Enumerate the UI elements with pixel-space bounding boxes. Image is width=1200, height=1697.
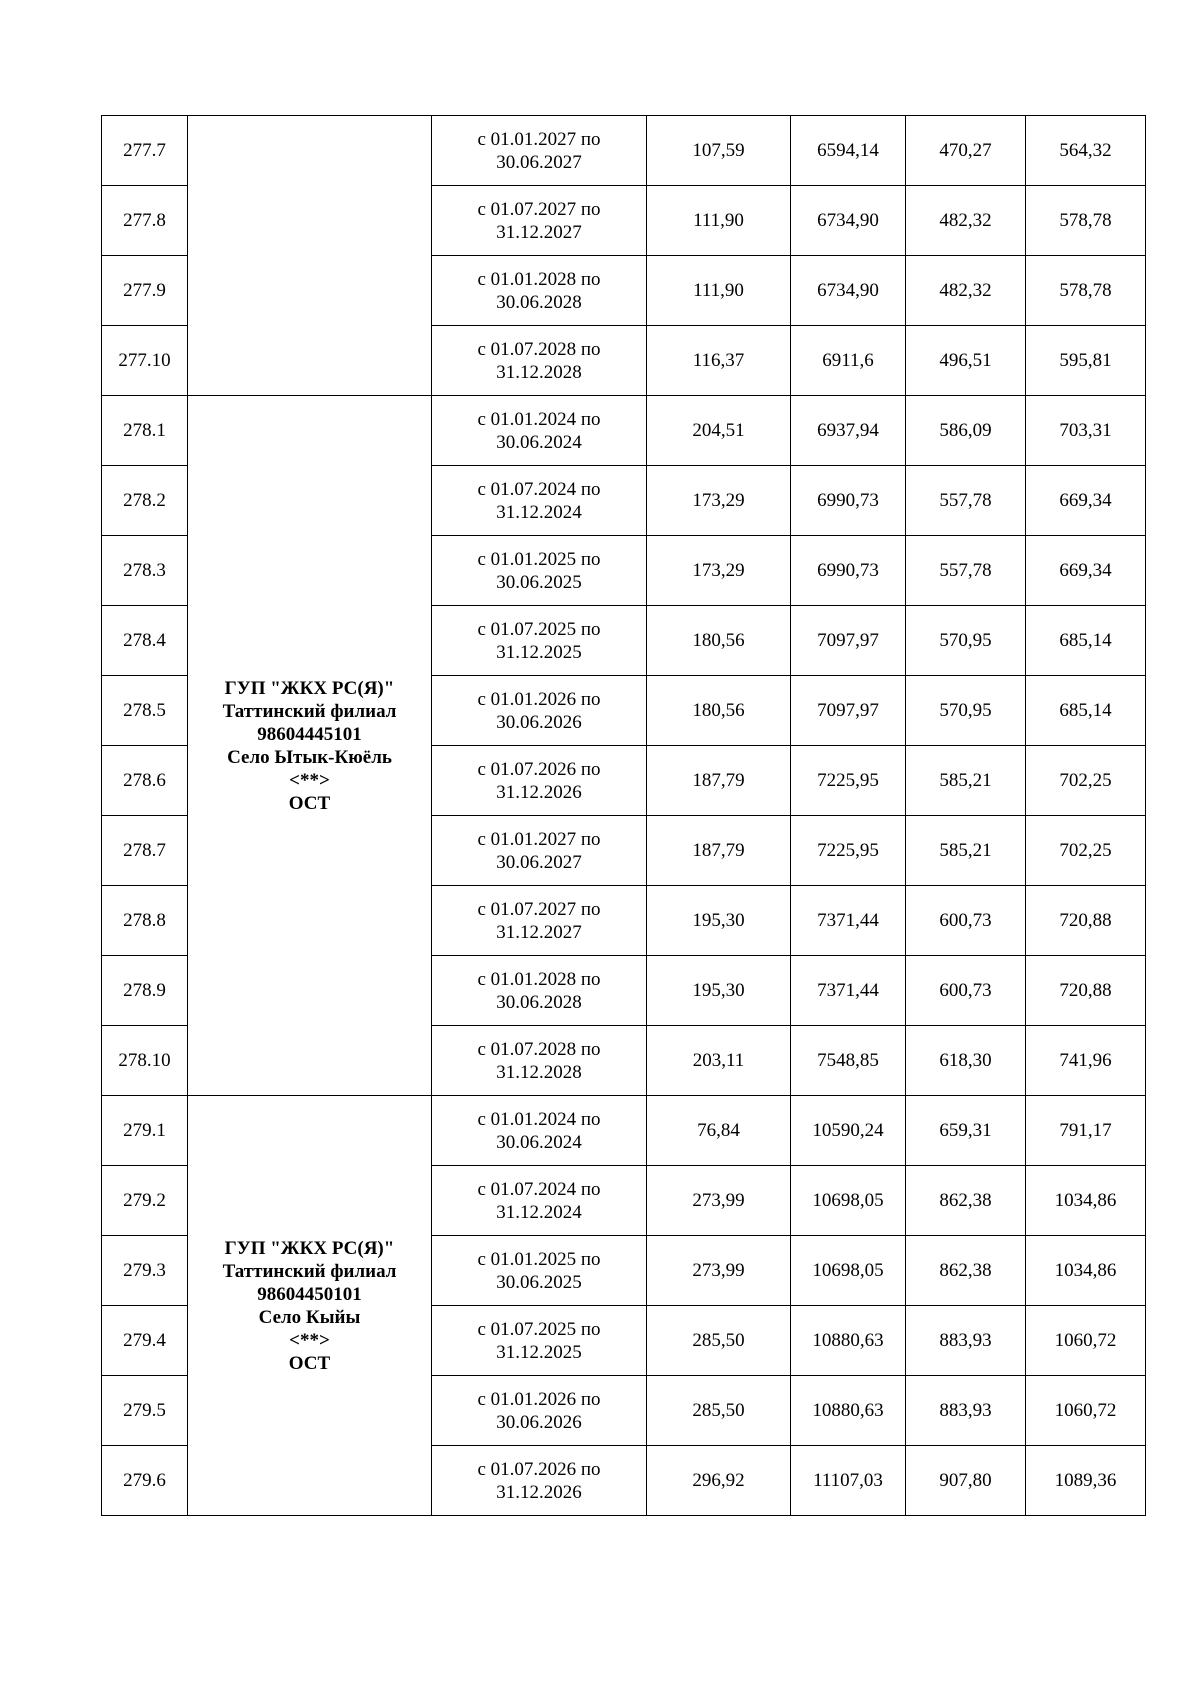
row-number-cell: 278.9 [102,956,188,1026]
row-number-cell: 277.9 [102,256,188,326]
period-line: 30.06.2025 [496,1271,582,1293]
value-cell-2: 10698,05 [791,1166,906,1236]
value-cell-4: 578,78 [1026,186,1146,256]
organization-line: ГУП "ЖКХ РС(Я)" [224,677,395,699]
period-line: с 01.01.2027 по [477,828,601,850]
value-cell-2: 6594,14 [791,116,906,186]
value-cell-2: 10880,63 [791,1306,906,1376]
period-cell [432,746,647,816]
value-cell-2: 10880,63 [791,1376,906,1446]
table-row [102,396,1146,466]
value-cell-1: 296,92 [647,1446,791,1516]
value-cell-2: 7097,97 [791,606,906,676]
value-cell-4: 1034,86 [1026,1236,1146,1306]
organization-line: 98604450101 [257,1283,362,1305]
row-number-cell: 278.2 [102,466,188,536]
organization-line: Таттинский филиал [222,1260,397,1282]
value-cell-3: 570,95 [906,606,1026,676]
value-cell-2: 10590,24 [791,1096,906,1166]
value-cell-1: 204,51 [647,396,791,466]
value-cell-1: 173,29 [647,536,791,606]
value-cell-4: 1060,72 [1026,1306,1146,1376]
value-cell-4: 595,81 [1026,326,1146,396]
period-line: с 01.07.2025 по [477,1318,601,1340]
period-line: с 01.01.2026 по [477,688,601,710]
value-cell-2: 6734,90 [791,256,906,326]
value-cell-3: 600,73 [906,956,1026,1026]
period-cell [432,1306,647,1376]
period-line: с 01.01.2027 по [477,128,601,150]
period-cell [432,1026,647,1096]
row-number-cell: 279.6 [102,1446,188,1516]
period-cell [432,1166,647,1236]
period-line: с 01.01.2028 по [477,968,601,990]
value-cell-1: 180,56 [647,676,791,746]
row-number-cell: 278.1 [102,396,188,466]
organization-line: ОСТ [288,792,331,814]
period-line: 30.06.2026 [496,711,582,733]
value-cell-3: 557,78 [906,466,1026,536]
value-cell-3: 496,51 [906,326,1026,396]
row-number-cell: 279.3 [102,1236,188,1306]
value-cell-4: 720,88 [1026,956,1146,1026]
value-cell-1: 203,11 [647,1026,791,1096]
period-line: с 01.07.2028 по [477,338,601,360]
period-cell [432,256,647,326]
value-cell-4: 1060,72 [1026,1376,1146,1446]
period-line: 30.06.2028 [496,991,582,1013]
period-line: с 01.07.2026 по [477,1458,601,1480]
organization-line: ГУП "ЖКХ РС(Я)" [224,1237,395,1259]
period-cell [432,676,647,746]
period-cell [432,1236,647,1306]
period-line: 31.12.2026 [496,781,582,803]
value-cell-4: 669,34 [1026,536,1146,606]
row-number-cell: 279.1 [102,1096,188,1166]
value-cell-2: 7371,44 [791,956,906,1026]
period-cell [432,1096,647,1166]
value-cell-4: 685,14 [1026,676,1146,746]
period-cell [432,956,647,1026]
value-cell-4: 564,32 [1026,116,1146,186]
period-cell [432,886,647,956]
value-cell-4: 720,88 [1026,886,1146,956]
value-cell-3: 862,38 [906,1166,1026,1236]
period-line: с 01.07.2027 по [477,198,601,220]
period-cell [432,396,647,466]
organization-line: 98604445101 [257,723,362,745]
period-line: 30.06.2028 [496,291,582,313]
row-number-cell: 278.8 [102,886,188,956]
value-cell-1: 285,50 [647,1306,791,1376]
value-cell-1: 195,30 [647,956,791,1026]
value-cell-1: 195,30 [647,886,791,956]
value-cell-3: 618,30 [906,1026,1026,1096]
period-line: 31.12.2025 [496,1341,582,1363]
value-cell-1: 187,79 [647,746,791,816]
row-number-cell: 278.3 [102,536,188,606]
value-cell-3: 659,31 [906,1096,1026,1166]
value-cell-3: 557,78 [906,536,1026,606]
period-line: с 01.07.2025 по [477,618,601,640]
organization-line: <**> [289,769,330,791]
value-cell-2: 7097,97 [791,676,906,746]
value-cell-1: 76,84 [647,1096,791,1166]
organization-cell [188,396,432,1096]
value-cell-4: 669,34 [1026,466,1146,536]
table-body [102,116,1146,1516]
period-line: 30.06.2024 [496,1131,582,1153]
value-cell-1: 173,29 [647,466,791,536]
period-line: 31.12.2025 [496,641,582,663]
organization-line: Таттинский филиал [222,700,397,722]
value-cell-2: 6990,73 [791,466,906,536]
period-cell [432,1446,647,1516]
value-cell-4: 791,17 [1026,1096,1146,1166]
period-line: с 01.01.2026 по [477,1388,601,1410]
tariff-table [101,115,1146,1516]
value-cell-3: 600,73 [906,886,1026,956]
row-number-cell: 278.6 [102,746,188,816]
row-number-cell: 278.4 [102,606,188,676]
period-cell [432,816,647,886]
period-cell [432,1376,647,1446]
period-cell [432,466,647,536]
value-cell-3: 585,21 [906,816,1026,886]
value-cell-2: 10698,05 [791,1236,906,1306]
table-row [102,116,1146,186]
organization-line: Село Ытык-Кюёль [227,746,392,768]
value-cell-4: 702,25 [1026,746,1146,816]
period-line: 31.12.2026 [496,1481,582,1503]
row-number-cell: 278.10 [102,1026,188,1096]
value-cell-3: 570,95 [906,676,1026,746]
value-cell-4: 1034,86 [1026,1166,1146,1236]
value-cell-4: 1089,36 [1026,1446,1146,1516]
row-number-cell: 277.7 [102,116,188,186]
period-line: с 01.01.2025 по [477,548,601,570]
period-line: с 01.07.2024 по [477,1178,601,1200]
period-line: с 01.01.2024 по [477,408,601,430]
table-row [102,1096,1146,1166]
value-cell-2: 6734,90 [791,186,906,256]
organization-line: <**> [289,1329,330,1351]
value-cell-2: 11107,03 [791,1446,906,1516]
row-number-cell: 279.4 [102,1306,188,1376]
value-cell-3: 883,93 [906,1376,1026,1446]
period-line: с 01.07.2028 по [477,1038,601,1060]
value-cell-4: 578,78 [1026,256,1146,326]
value-cell-1: 116,37 [647,326,791,396]
period-line: с 01.01.2025 по [477,1248,601,1270]
value-cell-4: 703,31 [1026,396,1146,466]
value-cell-3: 907,80 [906,1446,1026,1516]
value-cell-1: 273,99 [647,1166,791,1236]
value-cell-4: 685,14 [1026,606,1146,676]
organization-cell [188,1096,432,1516]
period-line: с 01.01.2028 по [477,268,601,290]
value-cell-3: 470,27 [906,116,1026,186]
period-line: 31.12.2027 [496,221,582,243]
period-line: с 01.07.2024 по [477,478,601,500]
row-number-cell: 279.5 [102,1376,188,1446]
period-line: 30.06.2027 [496,151,582,173]
value-cell-2: 6937,94 [791,396,906,466]
organization-line: Село Кыйы [258,1306,361,1328]
period-line: 30.06.2025 [496,571,582,593]
row-number-cell: 279.2 [102,1166,188,1236]
value-cell-2: 7371,44 [791,886,906,956]
period-line: с 01.07.2027 по [477,898,601,920]
period-cell [432,326,647,396]
value-cell-1: 107,59 [647,116,791,186]
value-cell-1: 285,50 [647,1376,791,1446]
value-cell-3: 585,21 [906,746,1026,816]
value-cell-2: 6990,73 [791,536,906,606]
period-line: с 01.07.2026 по [477,758,601,780]
value-cell-3: 883,93 [906,1306,1026,1376]
value-cell-3: 482,32 [906,256,1026,326]
period-line: 30.06.2027 [496,851,582,873]
value-cell-2: 7225,95 [791,816,906,886]
period-line: 31.12.2024 [496,501,582,523]
period-line: 31.12.2028 [496,361,582,383]
value-cell-1: 111,90 [647,256,791,326]
period-cell [432,536,647,606]
period-line: 31.12.2027 [496,921,582,943]
value-cell-3: 586,09 [906,396,1026,466]
period-line: 30.06.2024 [496,431,582,453]
period-cell [432,606,647,676]
value-cell-4: 702,25 [1026,816,1146,886]
value-cell-2: 6911,6 [791,326,906,396]
row-number-cell: 278.7 [102,816,188,886]
organization-cell [188,116,432,396]
value-cell-3: 482,32 [906,186,1026,256]
value-cell-1: 111,90 [647,186,791,256]
period-line: 31.12.2024 [496,1201,582,1223]
row-number-cell: 277.10 [102,326,188,396]
row-number-cell: 277.8 [102,186,188,256]
value-cell-1: 187,79 [647,816,791,886]
row-number-cell: 278.5 [102,676,188,746]
period-line: 30.06.2026 [496,1411,582,1433]
value-cell-4: 741,96 [1026,1026,1146,1096]
organization-line: ОСТ [288,1352,331,1374]
period-cell [432,116,647,186]
value-cell-2: 7225,95 [791,746,906,816]
period-line: с 01.01.2024 по [477,1108,601,1130]
period-cell [432,186,647,256]
value-cell-2: 7548,85 [791,1026,906,1096]
value-cell-1: 273,99 [647,1236,791,1306]
value-cell-1: 180,56 [647,606,791,676]
period-line: 31.12.2028 [496,1061,582,1083]
value-cell-3: 862,38 [906,1236,1026,1306]
